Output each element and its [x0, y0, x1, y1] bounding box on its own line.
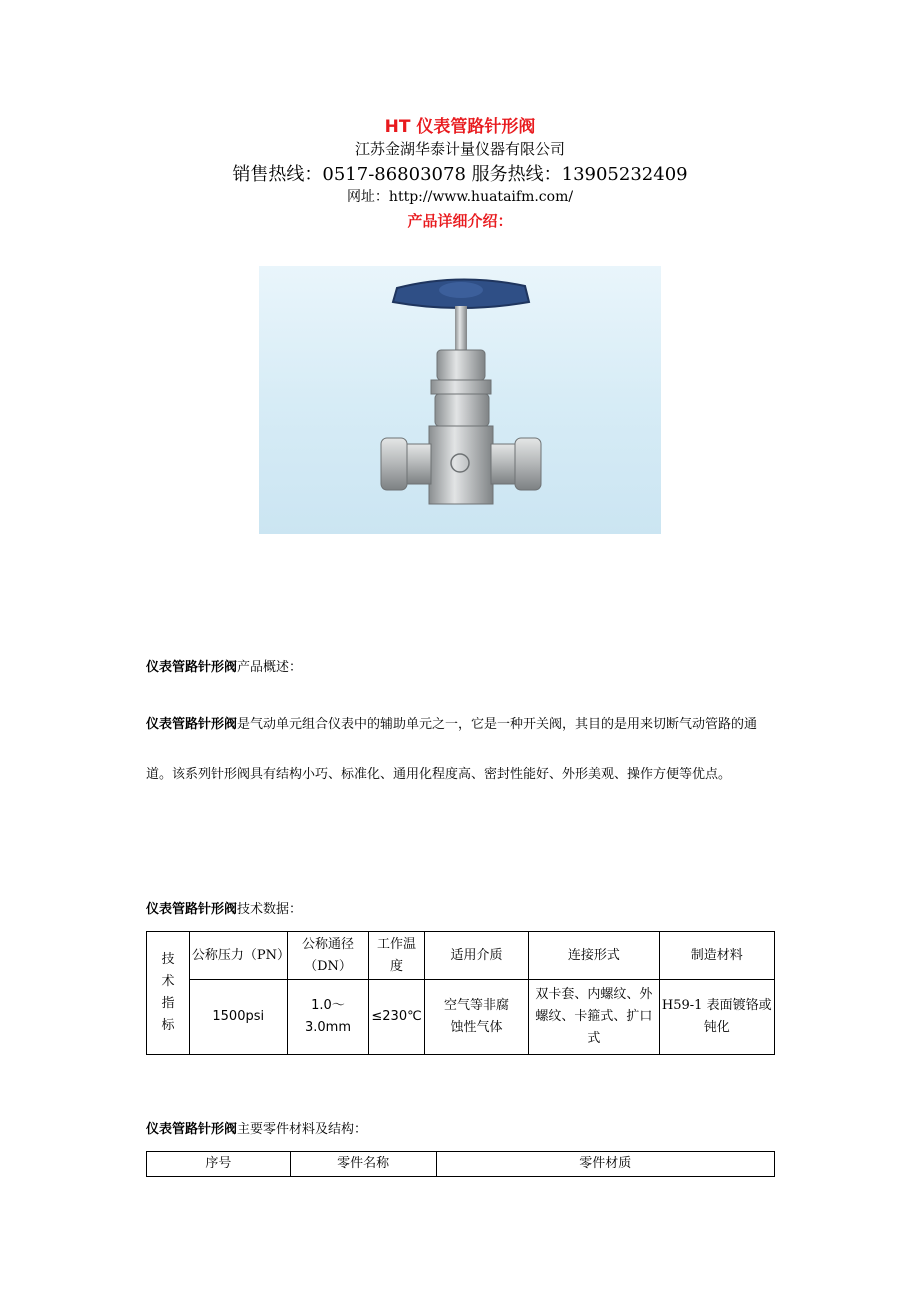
desc-product-name: 仪表管路针形阀	[146, 717, 238, 732]
header-temperature: 工作温度	[369, 932, 424, 980]
tech-product-name: 仪表管路针形阀	[146, 902, 238, 917]
parts-heading-suffix: 主要零件材料及结构：	[237, 1122, 368, 1137]
parts-table	[146, 1151, 775, 1177]
overview-product-name: 仪表管路针形阀	[146, 660, 238, 675]
product-photo	[259, 266, 661, 534]
intro-heading: 产品详细介绍：	[407, 212, 513, 230]
header-medium: 适用介质	[424, 932, 529, 980]
header-index: 序号	[147, 1152, 291, 1177]
header-part-material: 零件材质	[436, 1152, 774, 1177]
header-connection: 连接形式	[529, 932, 659, 980]
value-material: H59-1 表面镀铬或钝化	[659, 980, 775, 1055]
value-diameter: 1.0～3.0mm	[287, 980, 369, 1055]
header-part-name: 零件名称	[290, 1152, 436, 1177]
value-connection: 双卡套、内螺纹、外螺纹、卡箍式、扩口式	[529, 980, 659, 1055]
header-pressure: 公称压力（PN）	[189, 932, 287, 980]
value-pressure: 1500psi	[189, 980, 287, 1055]
value-medium: 空气等非腐蚀性气体	[424, 980, 529, 1055]
value-temperature: ≤230℃	[369, 980, 424, 1055]
tech-heading-suffix: 技术数据：	[237, 902, 303, 917]
company-name: 江苏金湖华泰计量仪器有限公司	[354, 140, 565, 158]
header-diameter: 公称通径（DN）	[287, 932, 369, 980]
hotline-info: 销售热线：0517-86803078 服务热线：13905232409	[232, 164, 688, 185]
page-title: HT 仪表管路针形阀	[384, 117, 536, 137]
desc-text: 是气动单元组合仪表中的辅助单元之一，它是一种开关阀，其目的是用来切断气动管路的通道。该系列针形阀具有结构小巧、标准化、通用化程度高、密封性能好、外形美观、操作方便等优点。	[146, 717, 758, 782]
needle-valve-photo-icon	[259, 266, 661, 534]
tech-data-table	[146, 931, 775, 1055]
tech-heading	[146, 898, 776, 917]
overview-description	[146, 700, 776, 800]
overview-heading	[146, 656, 776, 675]
parts-product-name: 仪表管路针形阀	[146, 1122, 238, 1137]
table-row	[147, 1152, 775, 1177]
overview-heading-suffix: 产品概述：	[237, 660, 303, 675]
row-label: 技术指标	[147, 932, 190, 1055]
header-material: 制造材料	[659, 932, 775, 980]
table-row	[147, 932, 775, 980]
table-row	[147, 980, 775, 1055]
parts-heading	[146, 1118, 776, 1137]
website-link[interactable]: 网址：http://www.huataifm.com/	[346, 189, 574, 205]
